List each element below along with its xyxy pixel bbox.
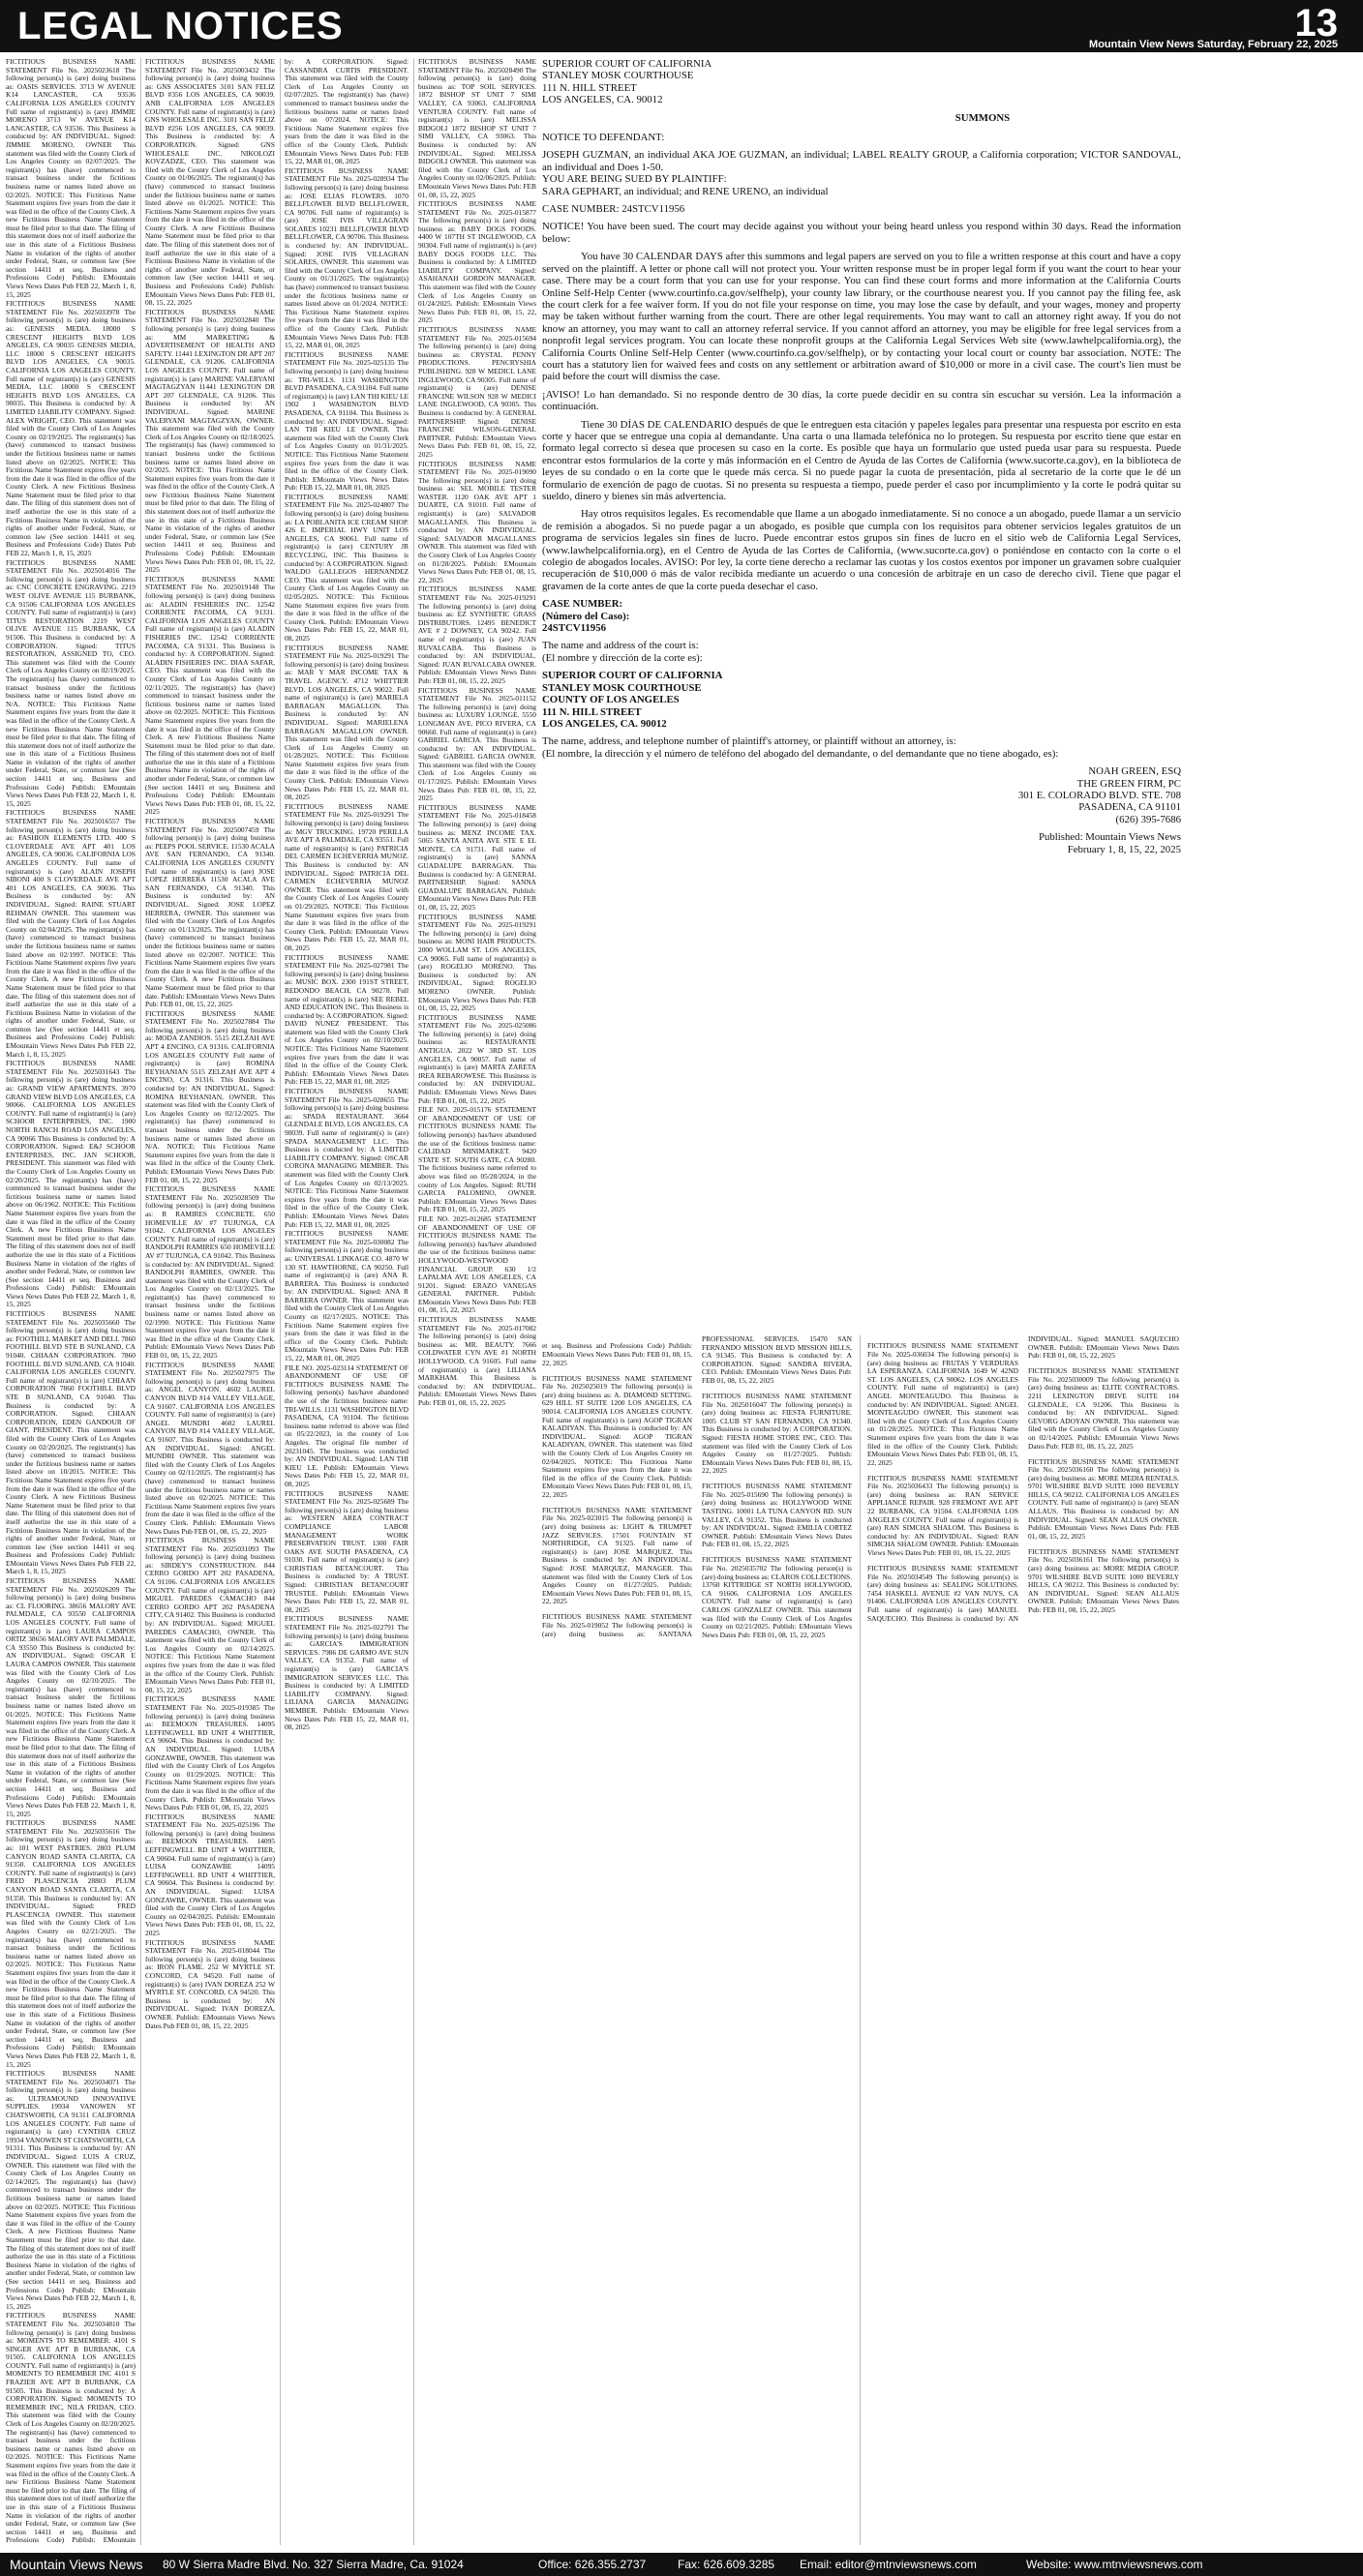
legal-notice: FICTITIOUS BUSINESS NAME STATEMENT File No. 2025-022791 The following person(s) is (are) doing business as: GARCIA'S IMMIGRATION SERVICES. 7986 DE GARMO AVE SUN VALLEY, CA 91352. Full name of registrant(s) is (are) GARCIA'S IMMIGRATION SERVICES LLC. This Business is conducted by: A LIMITED LIABILITY COMPANY. Signed: LILIANA GARCIA MANAGING MEMBER. Publish: EMountain Views News Dates Pub: FEB 15, 22, MAR 01, 08, 2025 [285,1614,409,1732]
attorney-line: 301 E. COLORADO BLVD. STE. 708 [1017,789,1181,801]
notices-area [6,58,1357,2545]
spanish-instructions-2: Hay otros requisitos legales. Es recomendable que llame a un abogado inmediatamente. Si no conoce a un abogado, puede llamar a un servicio de remisión a abogados. Si no puede pagar a un abogado, es posible que cumpla con los requisitos para obtener servicios legales gratuitos de un programa de servicios legales sin fines de lucro. Puede encontrar estos grupos sin fines de lucro en el sitio web de California Legal Services, (www.lawhelpcalifornia.org), en el Centro de Ayuda de las Cortes de California, (www.sucorte.ca.gov) o poniéndose en contacto con la corte o el colegio de abogados locales. AVISO: Por ley, la corte tiene derecho a reclamar las cuotas y los costos exentos por imponer un gravamen sobre cualquier recuperación de $10,000 ó más de valor recibida mediante un acuerdo o una concesión de arbitraje en un caso de derecho civil. Tiene que pagar el gravamen de la corte antes de que la corte pueda desechar el caso. [542,508,1181,592]
legal-notice: by: A CORPORATION. Signed: CASSANDRA CURTIS PRESIDENT. This statement was filed with the County Clerk of Los Angeles County on 02/07/2025. The registrant(s) has (have) commenced to transact business under the fictitious business name or names listed above on 07/2024. NOTICE: This Fictitious Name Statement expires five years from the date it was filed in the office of the County Clerk. Publish: EMountain Views News Dates Pub: FEB 15, 22, MAR 01, 08, 2025 [285,58,409,166]
legal-notice: FICTITIOUS BUSINESS NAME STATEMENT File No. 2025031093 The following person(s) is (are) doing business as: SIRDEY'S CONSTRUCTION. 844 CERRO GORDO APT 202 PASADENA, CA 91106. CALIFORNIA LOS ANGELES COUNTY. Full name of registrant(s) is (are) MIGUEL PAREDES CAMACHO 844 CERRO GORDO APT 202 PASADENA CITY, CA 91402. This Business is conducted by: AN INDIVIDUAL. Signed: MIGUEL PAREDES CAMACHO, OWNER. This statement was filed with the County Clerk of Los Angeles County on 02/14/2025. NOTICE: This Fictitious Name Statement expires five years from the date it was filed in the office of the County Clerk. Publish: EMountain Views News Dates Pub: FEB 01, 08, 15, 22, 2025 [145,1536,275,1694]
legal-notice: FICTITIOUS BUSINESS NAME STATEMENT File No. 2025-019291 The following person(s) is (are) doing business as: MONI HAIR PRODUCTS. 2000 WOLLAM ST. LOS ANGELES, CA 90065. Full name of registrant(s) is (are) ROGELIO MORENO. This Business is conducted by: AN INDIVIDUAL. Signed: ROGELIO MORENO OWNER. Publish: EMountain Views News Dates Pub: FEB 01, 08, 15, 22, 2025 [418,912,536,1013]
legal-notice: FICTITIOUS BUSINESS NAME STATEMENT File No. 2025014016 The following person(s) is (are) doing business as: CNC CONCRETE ENGRAVING. 2219 WEST OLIVE AVENUE 115 BURBANK, CA 91506 CALIFORNIA LOS ANGELES COUNTY. Full name of registrant(s) is (are) TITUS RESTORATION 2219 WEST OLIVE AVENUE 115 BURBANK, CA 91506. This Business is conducted by: A CORPORATION. Signed: TITUS RESTORATION, ASSIGNED TO, CEO. This statement was filed with the County Clerk of Los Angeles County on 02/19/2025. The registrant(s) has (have) commenced to transact business under the fictitious business name or names listed above on N/A. NOTICE: This Fictitious Name Statement expires five years from the date it was filed in the office of the County Clerk. A new Fictitious Business Name Statement must be filed prior to that date. The filing of this statement does not of itself authorize the use in this state of a Fictitious Business Name in violation of the rights of another under Federal, State, or common law (See section 14411 et seq. Business and Professions Code) Publish: EMountain Views News Dates Pub FEB 22, March 1, 8, 15, 2025 [6,557,136,808]
court-header [542,58,1181,106]
column-divider [413,58,414,2545]
attorney-line: NOAH GREEN, ESQ [1088,765,1181,778]
legal-notice: FICTITIOUS BUSINESS NAME STATEMENT File No. 2025-015694 The following person(s) is (are) doing business as: CRYSTAL PENNY PRODUCTIONS. PENCRYSHIA PUBLISHING. 928 W MEDICL LANE INGLEWOOD, CA 90305. Full name of registrant(s) is (are) DENISE FRANCINE WILSON 928 W MEDICI LANE INGLEWOOD, CA 90305. This Business is conducted by: A GENERAL PARTNERSHIP. Signed: DENISE FRANCINE WILSON-GENERAL PARTNER. Publish: EMountain Views News Dates Pub: FEB 01, 08, 15, 22, 2025 [418,325,536,459]
court-address-block [542,670,1181,730]
court-address-line: 111 N. HILL STREET [542,705,642,718]
legal-notice: FICTITIOUS BUSINESS NAME STATEMENT File No. 2025033978 The following person(s) is (are) doing business as: GENESIS MEDIA. 18000 S CRESCENT HEIGHTS BLVD LOS ANGELES, CA 90035 GENESIS MEDIA, LLC 18000 S CRESCENT HEIGHTS BLVD LOS ANGELES, CA 90035. CALIFORNIA LOS ANGELES COUNTY. Full name of registrant(s) is (are) GENESIS MEDIA, LLC 18000 S CRESCENT HEIGHTS BLVD LOS ANGELES, CA 90035. This Business is conducted by: A LIMITED LIABILITY COMPANY. Signed: ALEX WRIGHT, CEO. This statement was filed with the County Clerk of Los Angeles County on 02/19/2025. The registrant(s) has (have) commenced to transact business under the fictitious business name or names listed above on 02/2025. NOTICE: This Fictitious Name Statement expires five years from the date it was filed in the office of the County Clerk. A new Fictitious Business Name Statement must be filed prior to that date. The filing of this statement does not of itself authorize the use in this state of a Fictitious Business Name in violation of the rights of another under Federal, State, or common law (See section 14411 et seq. Business and Professions Code) Dates Pub FEB 22, March 1, 8, 15, 2025 [6,299,136,558]
legal-notice: FICTITIOUS BUSINESS NAME STATEMENT File No. 2025016557 The following person(s) is (are) doing business as: FASHION ELEMENTS LTD. 400 S CLOVERDALE AVE APT 401 LOS ANGELES, CA 90036. CALIFORNIA LOS ANGELES COUNTY. Full name of registrant(s) is (are) ALAIN JOSEPH SIBONI 400 S CLOVERDALE AVE APT 401 LOS ANGELES, CA 90036. This Business is conducted by: AN INDIVIDUAL. Signed: RAINE STUART REHMAN OWNER. This statement was filed with the County Clerk of Los Angeles County on 02/04/2025. The registrant(s) has (have) commenced to transact business under the fictitious business name or names listed above on 02/1997. NOTICE: This Fictitious Name Statement expires five years from the date it was filed in the office of the County Clerk. A new Fictitious Business Name Statement must be filed prior to that date. The filing of this statement does not of itself authorize the use in this state of a Fictitious Business Name in violation of the rights of another under Federal, State, or common law (See section 14411 et seq. Business and Professions Code) Publish: EMountain Views News Dates Pub FEB 22, March 1, 8, 15, 2025 [6,808,136,1059]
legal-notice: FICTITIOUS BUSINESS NAME STATEMENT File No. 2025036161 The following person(s) is (are) doing business as: MORE MEDIA GROUP. 9701 WILSHIRE BLVD SUITE 1000 BEVERLY HILLS, CA 90212. This Business is conducted by: AN INDIVIDUAL. Signed: SEAN ALLAUS OWNER. Publish: EMountain Views News Dates Pub: FEB 01, 08, 15, 22, 2025 [1028,1546,1179,1614]
footer-fax: Fax: 626.609.3285 [678,2558,775,2571]
court-line: 111 N. HILL STREET [542,81,637,94]
section-title: LEGAL NOTICES [17,5,344,47]
legal-notice: et seq. Business and Professions Code) Publish: EMountain Views News Dates Pub: FEB 01, 08, 15, 22, 2025 [542,1341,692,1367]
legal-notice: FICTITIOUS BUSINESS NAME STATEMENT File No. 2025025019 The following person(s) is (are) doing business as: A. DIAMOND SETTING. 629 HILL ST SUITE 1200 LOS ANGELES, CA 90014. CALIFORNIA LOS ANGELES COUNTY. Full name of registrant(s) is (are) AGOP TIGRAN KALADIYAN. This Business is conducted by: AN INDIVIDUAL. Signed: AGOP TIGRAN KALADIYAN, OWNER. This statement was filed with the County Clerk of Los Angeles County on 02/04/2025. NOTICE: This Fictitious Name Statement expires five years from the date it was filed in the office of the County Clerk. Publish: EMountain Views News Dates Pub: FEB 01, 08, 15, 22, 2025 [542,1373,692,1499]
legal-notice: FICTITIOUS BUSINESS NAME STATEMENT File No. 2025-025086 The following person(s) is (are) doing business as: RESTAURANTE ANTIGUA. 2022 W 3RD ST. LOS ANGELES, CA 90057. Full name of registrant(s) is (are) MARTA ZARETA IREA REBAROWESE. This Business is conducted by: AN INDIVIDUAL. Publish: EMountain Views News Dates Pub: FEB 01, 08, 15, 22, 2025 [418,1012,536,1105]
footer-email[interactable]: Email: editor@mtnviewsnews.com [800,2558,977,2571]
legal-notice: FICTITIOUS BUSINESS NAME STATEMENT File No. 2025026209 The following person(s) is (are) doing business as: CL FLOORING. 38656 MALORY AVE PALMDALE, CA 93550 CALIFORNIA LOS ANGELES COUNTY. Full name of registrant(s) is (are) LAURA CAMPOS ORTIZ 38656 MALORY AVE PALMDALE, CA 93550 This Business is conducted by: AN INDIVIDUAL. Signed: OSCAR E LAURA CAMPOS OWNER. This statement was filed with the County Clerk of Los Angeles County on 02/10/2025. The registrant(s) has (have) commenced to transact business under the fictitious business name or names listed above on 01/2025. NOTICE: This Fictitious Name Statement expires five years from the date it was filed in the office of the County Clerk. A new Fictitious Business Name Statement must be filed prior to that date. The filing of this statement does not of itself authorize the use in this state of a Fictitious Business Name in violation of the rights of another under Federal, State, or common law (See section 14411 et seq. Business and Professions Code) Publish: EMountain Views News Dates Pub FEB 22, March 1, 8, 15, 2025 [6,1576,136,1818]
court-line: SUPERIOR COURT OF CALIFORNIA [542,58,712,70]
legal-notice: FICTITIOUS BUSINESS NAME STATEMENT File No. 2025-018458 The following person(s) is (are) doing business as: MENZ INCOME TAX. 5065 SANTA ANITA AVE STE E EL MONTE, CA 91731. Full name of registrant(s) is (are) SANNA GUADALUPE BARRAGAN. This Business is conducted by: A GENERAL PARTNERSHIP. Signed: SANNA GUADALUPE BARRAGAN. Publish: EMountain Views News Dates Pub: FEB 01, 08, 15, 22, 2025 [418,802,536,912]
legal-notice: FICTITIOUS BUSINESS NAME STATEMENT File No. 2025035616 The following person(s) is (are) doing business as: 101 WEST PASTRIES. 2803 PLUM CANYON ROAD SANTA CLARITA, CA 91350. CALIFORNIA LOS ANGELES COUNTY. Full name of registrant(s) is (are) FRED PLASCENCIA 28803 PLUM CANYON ROAD SANTA CLARITA, CA 91350. This Business is conducted by: AN INDIVIDUAL. Signed: FRED PLASCENCIA OWNER. This statement was filed with the County Clerk of Los Angeles County on 02/21/2025. The registrant(s) has (have) commenced to transact business under the fictitious business name or names listed above on 02/2025. NOTICE: This Fictitious Name Statement expires five years from the date it was filed in the office of the County Clerk. A new Fictitious Business Name Statement must be filed prior to that date. The filing of this statement does not of itself authorize the use in this state of a Fictitious Business Name in violation of the rights of another under Federal, State, or common law (See section 14411 et seq. Business and Professions Code) Publish: EMountain Views News Dates Pub FEB 22, March 1, 8, 15, 2025 [6,1818,136,2069]
legal-notice: FICTITIOUS BUSINESS NAME STATEMENT File No. 2025-019291 The following person(s) is (are) doing business as: MGV TRUCKING. 19720 PERILLA AVE APT A PALMDALE, CA 93551. Full name of registrant(s) is (are) PATRICIA DEL CARMEN ECHEVERRIA MUNOZ. This Business is conducted by: AN INDIVIDUAL. Signed: PATRICIA DEL CARMEN ECHEVERRIA MUNOZ OWNER. This statement was filed with the County Clerk of Los Angeles County on 01/29/2025. NOTICE: This Fictitious Name Statement expires five years from the date it was filed in the office of the County Clerk. Publish: EMountain Views News Dates Pub: FEB 15, 22, MAR 01, 08, 2025 [285,801,409,952]
defendants: JOSEPH GUZMAN, an individual AKA JOE GUZMAN, an individual; LABEL REALTY GROUP, a California corporation; VICTOR SANDOVAL, an individual and Does 1-50. [542,149,1181,173]
published-dates: February 1, 8, 15, 22, 2025 [1067,843,1181,855]
published-line: Published: Mountain Views News [1038,831,1181,844]
legal-notice: FICTITIOUS BUSINESS NAME STATEMENT File No. 2025-019291 The following person(s) is (are) doing business as: MAR Y MAR INCOME TAX & TRAVEL AGENCY. 4712 WHITTIER BLVD. LOS ANGELES, CA 90022. Full name of registrant(s) is (are) MARIELA BARRAGAN MAGALLON. This Business is conducted by: AN INDIVIDUAL. Signed: MARIELENA BARRAGAN MAGALLON OWNER. This statement was filed with the County Clerk of Los Angeles County on 01/28/2025. NOTICE: This Fictitious Name Statement expires five years from the date it was filed in the office of the County Clerk. Publish: EMountain Views News Dates Pub: FEB 15, 22, MAR 01, 08, 2025 [285,643,409,802]
legal-notice: FICTITIOUS BUSINESS NAME STATEMENT File No. 2025031643 The following person(s) is (are) doing business as: GRAND VIEW APARTMENTS. 3970 GRAND VIEW BLVD LOS ANGELES, CA 90066. CALIFORNIA LOS ANGELES COUNTY. Full name of registrant(s) is (are) SCHOOR ENTERPRISES, INC. 1900 NORTH RANCH ROAD LOS ANGELES, CA 90066 This Business is conducted by: A CORPORATION. Signed: E&J SCHOOR ENTERPRISES, INC. JAN SCHOOR, PRESIDENT. This statement was filed with the County Clerk of Los Angeles County on 02/20/2025. The registrant(s) has (have) commenced to transact business under the fictitious business name or names listed above on 06/1962. NOTICE: This Fictitious Name Statement expires five years from the date it was filed in the office of the County Clerk. A new Fictitious Business Name Statement must be filed prior to that date. The filing of this statement does not of itself authorize the use in this state of a Fictitious Business Name in violation of the rights of another under Federal, State, or common law (See section 14411 et seq. Business and Professions Code) Publish: EMountain Views News Dates Pub FEB 22, March 1, 8, 15, 2025 [6,1059,136,1309]
legal-notice: FICTITIOUS BUSINESS NAME STATEMENT File No. 2025-017082 The following person(s) is (are) doing business as: MR. BEAUTY. 7666 COLDWATER CYN AVE #1 NORTH HOLLYWOOD, CA 91605. Full name of registrant(s) is (are) LILIANA MARKHAM. This Business is conducted by: AN INDIVIDUAL. Publish: EMountain Views News Dates Pub: FEB 01, 08, 15, 22, 2025 [418,1315,536,1407]
notice-column-2 [145,58,275,2545]
case-number-line: CASE NUMBER: 24STCV11956 [542,203,685,216]
court-address-line: COUNTY OF LOS ANGELES [542,694,680,706]
legal-notice: FICTITIOUS BUSINESS NAME STATEMENT File No. 2025-028655 The following person(s) is (are) doing business as: SPADA RESTAURANT. 3664 GLENDALE BLVD, LOS ANGELES, CA 90039. Full name of registrant(s) is (are) SPADA MANAGEMENT LLC. This Business is conducted by: A LIMITED LIABILITY COMPANY. Signed: OSCAR CORONA MANAGING MEMBER. This statement was filed with the County Clerk of Los Angeles County on 02/13/2025. NOTICE: This Fictitious Name Statement expires five years from the date it was filed in the office of the County Clerk. Publish: EMountain Views News Dates Pub: FEB 15, 22, MAR 01, 08, 2025 [285,1087,409,1229]
legal-notice: FICTITIOUS BUSINESS NAME STATEMENT File No. 2025019148 The following person(s) is (are) doing business as: ALADIN FISHERIES INC. 12542 CORRIENTE PACOIMA, CA 91331. CALIFORNIA LOS ANGELES COUNTY Full name of registrant(s) is (are) ALADIN FISHERIES INC. 12542 CORRIENTE PACOIMA, CA 91331. This Business is conducted by: A CORPORATION. Signed: ALADIN FISHERIES INC. DIAA SAFAR, CEO. This statement was filed with the County Clerk of Los Angeles County on 02/11/2025. The registrant(s) has (have) commenced to transact business under the fictitious business name or names listed above on 02/2025. NOTICE: This Fictitious Name Statement expires five years from the date it was filed in the office of the County Clerk. A new Fictitious Business Name Statement must be filed prior to that date. The filing of this statement does not of itself authorize the use in this state of a Fictitious Business Name in violation of the rights of another under Federal, State, or common law (See section 14411 et seq. Business and Professions Code) Publish: EMountain Views News Dates Pub: FEB 01, 08, 15, 22, 2025 [145,574,275,817]
court-name-label: The name and address of the court is: [542,640,699,652]
legal-notice: FICTITIOUS BUSINESS NAME STATEMENT File No. 2025032840 The following person(s) is (are) doing business as: MM MARKETING & ADVERTISEMENT OF HEALTH AND SAFETY. 11441 LEXINGTON DR APT 207 GLENDALE, CA 91206. CALIFORNIA LOS ANGELES COUNTY. Full name of registrant(s) is (are) MARINE VALERYANI MAGTAGZYAN 11441 LEXINGTON DR APT 207 GLENDALE, CA 91206. This Business is conducted by: AN INDIVIDUAL. Signed: MARINE VALERYANI MAGTAGZYAN, OWNER. This statement was filed with the County Clerk of Los Angeles County on 02/18/2025. The registrant(s) has (have) commenced to transact business under the fictitious business name or names listed above on 02/2025. NOTICE: This Fictitious Name Statement expires five years from the date it was filed in the office of the County Clerk. A new Fictitious Business Name Statement must be filed prior to that date. The filing of this statement does not of itself authorize the use in this state of a Fictitious Business Name in violation of the rights of another under Federal, State, or common law (See section 14411 et seq. Business and Professions Code) Publish: EMountain Views News Dates Pub: FEB 01, 08, 15, 22, 2025 [145,307,275,575]
legal-notice: FICTITIOUS BUSINESS NAME STATEMENT File No. 2025027884 The following person(s) is (are) doing business as: MODA ZANDIOS. 5515 ZELZAH AVE APT 4 ENCINO, CA 91316. CALIFORNIA LOS ANGELES COUNTY Full name of registrant(s) is (are) ROMINA REYHANIAN 5515 ZELZAH AVE APT 4 ENCINO, CA 91316. This Business is conducted by: AN INDIVIDUAL. Signed: ROMINA REYHANIAN, OWNER. This statement was filed with the County Clerk of Los Angeles County on 02/12/2025. The registrant(s) has (have) commenced to transact business under the fictitious business name or names listed above on N/A. NOTICE: This Fictitious Name Statement expires five years from the date it was filed in the office of the County Clerk. Publish: EMountain Views News Dates Pub: FEB 01, 08, 15, 22, 2025 [145,1008,275,1184]
legal-notice: FICTITIOUS BUSINESS NAME STATEMENT File No. 2025-025196 The following person(s) is (are) doing business as: BEEMOON TREASURES. 14095 LEFFINGWELL RD UNIT 4 WHITTIER, CA 90604. Full name of registrant(s) is (are) LUISA GONZAWBE 14095 LEFFINGWELL RD UNIT 4 WHITTIER, CA 90604. This Business is conducted by: AN INDIVIDUAL. Signed: LUISA GONZAWBE, OWNER. This statement was filed with the County Clerk of Los Angeles County on 02/04/2025. Publish: EMountain Views News Dates Pub: FEB 01, 08, 15, 22, 2025 [145,1812,275,1937]
notice-column-4 [418,58,536,2545]
case-number-label-es: (Número del Caso): [542,610,630,622]
legal-notice: FICTITIOUS BUSINESS NAME STATEMENT File No. 2025-036034 The following person(s) is (are) doing business as: FRUTAS Y VERDURAS LA ESPERANZA. CALIFORNIA 1649 W 42ND ST. LOS ANGELES, CA 90062. LOS ANGELES COUNTY. Full name of registrant(s) is (are) ANGEL MONTEAGUDO. This Business is conducted by: AN INDIVIDUAL. Signed: ANGEL MONTEAGUDO OWNER. This statement was filed with the County Clerk of Los Angeles County on 01/28/2025. NOTICE: This Fictitious Name Statement expires five years from the date it was filed in the office of the County Clerk. Publish: EMountain Views News Dates Pub: FEB 01, 08, 15, 22, 2025 [867,1341,1018,1467]
legal-notice: FICTITIOUS BUSINESS NAME STATEMENT File No. 2025034549 The following person(s) is (are) doing business as: SEALING SOLUTIONS. 7454 HASKELL AVENUE #2 VAN NUYS, CA 91406. CALIFORNIA LOS ANGELES COUNTY. Full name of registrant(s) is (are) MANUEL SAQUECHO. This Business is conducted by: AN INDIVIDUAL. Signed: MANUEL SAQUECHO OWNER. Publish: EMountain Views News Dates Pub: FEB 01, 08, 15, 22, 2025 [867,1335,1179,1623]
legal-notice: FICTITIOUS BUSINESS NAME STATEMENT File No. 2025023618 The following person(s) is (are) doing business as: OASIS SERVICES. 3713 W AVENUE K14 LANCASTER, CA 93536 CALIFORNIA LOS ANGELES COUNTY Full name of registrant(s) is (are) JIMMIE MORENO 3713 W AVENUE K14 LANCASTER, CA 93536. This Business is conducted by: AN INDIVIDUAL. Signed: JIMMIE MORENO, OWNER This statement was filed with the County Clerk of Los Angeles County on 02/07/2025. The registrant(s) has (have) commenced to transact business under the fictitious business name or names listed above on 02/2025. NOTICE: This Fictitious Name Statement expires five years from the date it was filed in the office of the County Clerk. A new Fictitious Business Name Statement must be filed prior to that date. The filing of this statement does not of itself authorize the use in this state of a Fictitious Business Name in violation of the rights of another under Federal, State, or common law (See section 14411 et seq. Business and Professions Code) Publish: EMountain Views News Dates Pub FEB 22, March 1, 8, 15, 2025 [6,58,136,299]
legal-notice: FICTITIOUS BUSINESS NAME STATEMENT File No. 2025-015877 The following person(s) is (are) doing business as: BABY DOGS FOODS. 4400 W 107TH ST INGLEWOOD, CA 90304. Full name of registrant(s) is (are) BABY DOGS FOODS LLC. This Business is conducted by: A LIMITED LIABILITY COMPANY. Signed: ASAHANAH GORDON MANAGER. This statement was filed with the County Clerk of Los Angeles County on 01/24/2025. Publish: EMountain Views News Dates Pub: FEB 01, 08, 15, 22, 2025 [418,199,536,325]
notice-column-lower-2 [867,1335,1179,2545]
legal-notice: FICTITIOUS BUSINESS NAME STATEMENT File No. 2025-019385 The following person(s) is (are) doing business as: BEEMOON TREASURES. 14095 LEFFINGWELL RD UNIT 4 WHITTIER, CA 90604. This Business is conducted by: AN INDIVIDUAL. Signed: LUISA GONZAWBE, OWNER. This statement was filed with the County Clerk of Los Angeles County on 01/29/2025. NOTICE: This Fictitious Name Statement expires five years from the date it was filed in the office of the County Clerk. Publish: EMountain Views News Dates Pub: FEB 01, 08, 15, 22, 2025 [145,1694,275,1812]
footer-website[interactable]: Website: www.mtnviewsnews.com [1026,2558,1203,2571]
column-divider [860,1335,861,2545]
plaintiff-label: YOU ARE BEING SUED BY PLAINTIFF: [542,173,727,186]
legal-notice: FICTITIOUS BUSINESS NAME STATEMENT File No. 2025003432 The following person(s) is (are) doing business as: GNS ASSOCIATES 3101 SAN FELIZ BLVD #356 LOS ANGELES, CA 90039. ANB CALIFORNIA LOS ANGELES COUNTY. Full name of registrant(s) is (are) GNS WHOLESALE INC. 3101 SAN FELIZ BLVD #256 LOS ANGELES, CA 90039. This Business is conducted by: A CORPORATION. Signed: GNS WHOLESALE INC. NIKOLOZI KOVZADZE, CEO. This statement was filed with the County Clerk of Los Angeles County on 01/06/2025. The registrant(s) has (have) commenced to transact business under the fictitious business name or names listed above on 01/2025. NOTICE: This Fictitious Name Statement expires five years from the date it was filed in the office of the County Clerk. A new Fictitious Business Name Statement must be filed prior to that date. The filing of this statement does not of itself authorize the use in this state of a Fictitious Business Name in violation of the rights of another under Federal, State, or common law (See section 14411 et seq. Business and Professions Code) Publish: EMountain Views News Dates Pub: FEB 01, 08, 15, 22, 2025 [145,58,275,308]
attorney-line: PASADENA, CA 91101 [1078,801,1181,814]
legal-notice: FICTITIOUS BUSINESS NAME STATEMENT File No. 2025028490 The following person(s) is (are) doing business as: TOP SOIL SERVICES. 1872 BISHOP ST UNIT 7 SIMI VALLEY, CA 93063. CALIFORNIA VENTURA COUNTY. Full name of registrant(s) is (are) MELISSA BIDGOLI 1872 BISHOP ST UNIT 7 SIMI VALLEY, CA 93063. This Business is conducted by: AN INDIVIDUAL. Signed: MELISSA BIDGOLI OWNER. This statement was filed with the County Clerk of Los Angeles County on 02/06/2025. Publish: EMountain Views News Dates Pub: FEB 01, 08, 15, 22, 2025 [418,58,536,199]
legal-notice: FICTITIOUS BUSINESS NAME STATEMENT File No. 2025-028934 The following person(s) is (are) doing business as: JOSE ELIAS FLOWERS. 1070 BELLFLOWER BLVD BELLFLOWER, CA 90706. Full name of registrant(s) is (are) JOSE IVIS VILLAGRAN SOLARES 10231 BELLFLOWER BLVD BELLFLOWER, CA 90706. This Business is conducted by: AN INDIVIDUAL. Signed: JOSE IVIS VILLAGRAN SOLARES, OWNER. This statement was filed with the County Clerk of Los Angeles County on 01/31/2025. The registrant(s) has (have) commenced to transact business under the fictitious business name or names listed above on 01/2024. NOTICE: This Fictitious Name Statement expires five years from the date it was filed in the office of the County Clerk. Publish: EMountain Views News Dates Pub: FEB 15, 22, MAR 01, 08, 2025 [285,165,409,350]
court-line: LOS ANGELES, CA. 90012 [542,94,663,106]
legal-notice: FICTITIOUS BUSINESS NAME STATEMENT File No. 2025034810 The following person(s) is (are) doing business as: MOMENTS TO REMEMBER. 4101 S SINGER AVE APT B BURBANK, CA 91505. CALIFORNIA LOS ANGELES COUNTY. Full name of registrant(s) is (are) MOMENTS TO REMEMBER INC 4101 S FRAZIER AVE APT B BURBANK, CA 91505. This Business is conducted by: A CORPORATION. Signed: MOMENTS TO REMEMBER INC, NILA FRIDAN, CEO. This statement was filed with the County Clerk of Los Angeles County on 02/20/2025. The registrant(s) has (have) commenced to transact business under the fictitious business name or names listed above on 02/2025. NOTICE: This Fictitious Name Statement expires five years from the date it was filed in the office of the County Clerk. A new Fictitious Business Name Statement must be filed prior to that date. The filing of this statement does not of itself authorize the use in this state of a Fictitious Business Name in violation of the rights of another under Federal, State, or common law (See section 14411 et seq. Business and Professions Code) Publish: EMountain [6,2311,136,2545]
notice-to-defendant-label: NOTICE TO DEFENDANT: [542,132,665,144]
legal-notice: FICTITIOUS BUSINESS NAME STATEMENT File No. 2025036160 The following person(s) is (are) doing business as: MORE MEDIA RENTALS. 9701 WILSHIRE BLVD SUITE 1000 BEVERLY HILLS, CA 90212. CALIFORNIA LOS ANGELES COUNTY. Full name of registrant(s) is (are) SEAN ALLAUS. This Business is conducted by: AN INDIVIDUAL. Signed: SEAN ALLAUS OWNER. Publish: EMountain Views News Dates Pub: FEB 01, 08, 15, 22, 2025 [1028,1456,1179,1541]
legal-notice: FICTITIOUS BUSINESS NAME STATEMENT File No. 2025036433 The following person(s) is (are) doing business as: RAN SERVICE APPLIANCE REPAIR. 928 FREMONT AVE APT 22 BURBANK, CA 91504. CALIFORNIA LOS ANGELES COUNTY. Full name of registrant(s) is (are) RAN SIMCHA SHALOM. This Business is conducted by: AN INDIVIDUAL. Signed: RAN SIMCHA SHALOM OWNER. Publish: EMountain Views News Dates Pub: FEB 01, 08, 15, 22, 2025 [867,1473,1018,1558]
court-address-line: SUPERIOR COURT OF CALIFORNIA [542,670,723,682]
legal-notice: FICTITIOUS BUSINESS NAME STATEMENT File No. 2025-011152 The following person(s) is (are) doing business as: LUXURY LOUNGE. 5550 LONGMAN AVE. PICO RIVERA, CA 90660. Full name of registrant(s) is (are) GABRIEL GARCIA. This Business is conducted by: AN INDIVIDUAL. Signed: GABRIEL GARCIA OWNER. This statement was filed with the County Clerk of Los Angeles County on 01/17/2025. Publish: EMountain Views News Dates Pub: FEB 01, 08, 15, 22, 2025 [418,685,536,803]
legal-notice: FICTITIOUS BUSINESS NAME STATEMENT File No. 2025-025135 The following person(s) is (are) doing business as: TRI-WILLS. 1131 WASHINGTON BLVD PASADENA, CA 91104. Full name of registrant(s) is (are) LAN THI KIEU LE 1902 1 WASHINGTON BLVD PASADENA, CA 91104. This Business is conducted by: AN INDIVIDUAL. Signed: LAN THI KIEU LE OWNER. This statement was filed with the County Clerk of Los Angeles County on 01/31/2025. NOTICE: This Fictitious Name Statement expires five years from the date it was filed in the office of the County Clerk. Publish: EMountain Views News Dates Pub: FEB 15, 22, MAR 01, 08, 2025 [285,349,409,493]
english-instructions: You have 30 CALENDAR DAYS after this summons and legal papers are served on you to file a written response at this court and have a copy served on the plaintiff. A letter or phone call will not protect you. Your written response must be in proper legal form if you want the court to hear your case. There may be a court form that you can use for your response. You can find these court forms and more information at the California Courts Online Self-Help Center (www.courtinfo.ca.gov/selfhelp), your county law library, or the courthouse nearest you. If you cannot pay the filing fee, ask the court clerk for a fee waiver form. If you do not file your response on time, you may lose the case by default, and your wages, money and property may be taken without further warning from the court. There are other legal requirements. You may want to call an attorney right away. If you do not know an attorney, you may want to call an attorney referral service. If you cannot afford an attorney, you may be eligible for free legal services from a nonprofit legal services program. You can locate these nonprofit groups at the California Legal Services Web site (www.lawhelpcalifornia.org), the California Courts Online Self-Help Center (www.courtinfo.ca.gov/selfhelp), or by contacting your local court or county bar association. NOTE: The court has a statutory lien for waived fees and costs on any settlement or arbitration award of $10,000 or more in a civil case. The court's lien must be paid before the court will dismiss the case. [542,251,1181,383]
legal-notice: FICTITIOUS BUSINESS NAME STATEMENT File No. 2025034071 The following person(s) is (are) doing business as: ULTRAMOUND INNOVATIVE SUPPLIES. 19934 VANOWEN ST CHATSWORTH, CA 91311 CALIFORNIA LOS ANGELES COUNTY. Full name of registrant(s) is (are) CYNTHIA CRUZ 19934 VANOWEN ST CHATSWORTH, CA 91311. This Business is conducted by: AN INDIVIDUAL. Signed: LUIS A CRUZ, OWNER. This statement was filed with the County Clerk of Los Angeles County on 02/14/2025. The registrant(s) has (have) commenced to transact business under the fictitious business name or names listed above on 02/2025. NOTICE: This Fictitious Name Statement expires five years from the date it was filed in the office of the County Clerk. A new Fictitious Business Name Statement must be filed prior to that date. The filing of this statement does not of itself authorize the use in this state of a Fictitious Business Name in violation of the rights of another under Federal, State, or common law (See section 14411 et seq. Business and Professions Code) Publish: EMountain Views News Dates Pub FEB 22, March 1, 8, 15, 2025 [6,2069,136,2311]
legal-notice: FICTITIOUS BUSINESS NAME STATEMENT File No. 2025035702 The following person(s) is (are) doing business as: CLAROS COLLECTIONS. 13760 KITTRIDGE ST NORTH HOLLYWOOD, CA 91606. CALIFORNIA LOS ANGELES COUNTY. Full name of registrant(s) is (are) CARLOS GONZALEZ OWNER. This statement was filed with the County Clerk of Los Angeles County on 02/21/2025. Publish: EMountain Views News Dates Pub: FEB 01, 08, 15, 22, 2025 [702,1555,852,1639]
legal-notice: FILE NO. 2025-023114 STATEMENT OF ABANDONMENT OF USE OF FICTITIOUS BUSINESS NAME The following person(s) has/have abandoned the use of the fictitious business name: TRI-WILLS. 1131 WASHINGTON BLVD PASADENA, CA 91104. The fictitious business name referred to above was filed on 05/22/2023, in the county of Los Angeles. The original file number of 20231045. The business was conducted by: AN INDIVIDUAL. Signed: LAN THI KIEU LE. Publish: EMountain Views News Dates Pub: FEB 15, 22, MAR 01, 08, 2025 [285,1363,409,1488]
legal-notice: FICTITIOUS BUSINESS NAME STATEMENT File No. 2025035660 The following person(s) is (are) doing business as: FOOTHILL MARKET AND DELI. 7860 FOOTHILL BLVD STE B SUNLAND, CA 91040. CHIAAN CORPORATION. 7860 FOOTHILL BLVD SUNLAND, CA 91040. CALIFORNIA LOS ANGELES COUNTY. Full name of registrant(s) is (are) CHIAAN CORPORATION 7860 FOOTHILL BLVD STE B SUNLAND, CA 91040. This Business is conducted by: A CORPORATION. Signed: CHIAAN CORPORATION, EDEN GANDOUR OF GIANT, PRESIDENT. This statement was filed with the County Clerk of Los Angeles County on 02/20/2025. The registrant(s) has (have) commenced to transact business under the fictitious business name or names listed above on 10/2015. NOTICE: This Fictitious Name Statement expires five years from the date it was filed in the office of the County Clerk. A new Fictitious Business Name Statement must be filed prior to that date. The filing of this statement does not of itself authorize the use in this state of a Fictitious Business Name in violation of the rights of another under Federal, State, or common law (See section 14411 et seq. Business and Professions Code) Publish: EMountain Views News Dates Pub FEB 22, March 1, 8, 15, 2025 [6,1309,136,1576]
summons-heading: SUMMONS [954,111,1011,124]
court-name-label-es: (El nombre y dirección de la corte es): [542,651,703,664]
attorney-line: (626) 395-7686 [1115,813,1181,825]
column-divider [140,58,141,2545]
plaintiff: SARA GEPHART, an individual; and RENE URENO, an individual [542,185,829,197]
court-address-line: LOS ANGELES, CA. 90012 [542,717,667,730]
spanish-intro: ¡AVISO! Lo han demandado. Si no responde dentro de 30 días, la corte puede decidir en su contra sin escuchar su versión. Lea la información a continuación. [542,388,1181,413]
footer-address: 80 W Sierra Madre Blvd. No. 327 Sierra Madre, Ca. 91024 [163,2558,464,2571]
page-number: 13 [1294,2,1338,45]
notice-paragraph: NOTICE! You have been sued. The court may decide against you without your being heard unless you respond within 30 days. Read the information below: [542,221,1181,245]
footer-paper-name: Mountain Views News [10,2557,143,2572]
legal-notice: FICTITIOUS BUSINESS NAME STATEMENT File No. 2025-019090 The following person(s) is (are) doing business as: SEL MOBILE TESTER WASTER. 1120 OAK AVE APT 1 DUARTE, CA 91010. Full name of registrant(s) is (are) SALVADOR MAGALLANES. This Business is conducted by: AN INDIVIDUAL. Signed: SALVADOR MAGALLANES OWNER. This statement was filed with the County Clerk of Los Angeles County on 01/28/2025. Publish: EMountain Views News Dates Pub: FEB 01, 08, 15, 22, 2025 [418,459,536,584]
notice-column-3 [285,58,409,2545]
legal-notice: FICTITIOUS BUSINESS NAME STATEMENT File No. 2025-023015 The following person(s) is (are) doing business as: LIGHT & TRUMPET JAZZ SERVICES. 17501 FOUNTAIN ST NORTHRIDGE, CA 91325. Full name of registrant(s) is (are) JOSE MARQUEZ. This Business is conducted by: AN INDIVIDUAL. Signed: JOSE MARQUEZ, MANAGER. This statement was filed with the County Clerk of Los Angeles County on 01/27/2025. Publish: EMountain Views News Dates Pub: FEB 01, 08, 15, 22, 2025 [542,1505,692,1606]
court-line: STANLEY MOSK COURTHOUSE [542,70,694,82]
attorney-label-es: (El nombre, la dirección y el número de teléfono del abogado del demandante, o del demandante que no tiene abogado, es): [542,747,1059,760]
legal-notice: FICTITIOUS BUSINESS NAME STATEMENT File No. 2025-024807 The following person(s) is (are) doing business as: LA POBLANITA ICE CREAM SHOP. 426 E. IMPERIAL HWY UNIT LOS ANGELES, CA 90061. Full name of registrant(s) is (are) CENTURY JR RECYCLING, INC. This Business is conducted by: A CORPORATION. Signed: WALDO GALLEGOS HERNANDEZ CEO. This statement was filed with the County Clerk of Los Angeles County on 02/05/2025. NOTICE: This Fictitious Name Statement expires five years from the date it was filed in the office of the County Clerk. Publish: EMountain Views News Dates Pub: FEB 15, 22, MAR 01, 08, 2025 [285,492,409,643]
legal-notice: FICTITIOUS BUSINESS NAME STATEMENT File No. 2025-027981 The following person(s) is (are) doing business as: MUSIC BOX. 2300 191ST STREET, REDONDO BEACH, CA 90278. Full name of registrant(s) is (are) SEE REBEL AND EDUCATION INC. This Business is conducted by: A CORPORATION. Signed: DAVID NUNEZ PRESIDENT. This statement was filed with the County Clerk of Los Angeles County on 02/10/2025. NOTICE: This Fictitious Name Statement expires five years from the date it was filed in the office of the County Clerk. Publish: EMountain Views News Dates Pub: FEB 15, 22, MAR 01, 08, 2025 [285,952,409,1087]
legal-notice: FICTITIOUS BUSINESS NAME STATEMENT File No. 2025007459 The following person(s) is (are) doing business as: PEEPS POOL SERVICE. 11530 ACALA AVE SAN FERNANDO, CA 91340. CALIFORNIA LOS ANGELES COUNTY Full name of registrant(s) is (are) JOSE LOPEZ HERRERA 11530 ACALA AVE SAN FERNANDO, CA 91340. This Business is conducted by: AN INDIVIDUAL. Signed: JOSE LOPEZ HERRERA, OWNER. This statement was filed with the County Clerk of Los Angeles County on 01/13/2025. The registrant(s) has (have) commenced to transact business under the fictitious business name or names listed above on 02/2007. NOTICE: This Fictitious Name Statement expires five years from the date it was filed in the office of the County Clerk. A new Fictitious Business Name Statement must be filed prior to that date. Publish: EMountain Views News Dates Pub: FEB 01, 08, 15, 22, 2025 [145,817,275,1009]
case-number: 24STCV11956 [542,622,606,635]
attorney-block [542,765,1181,825]
legal-notice: FILE NO. 2025-015176 STATEMENT OF ABANDONMENT OF USE OF FICTITIOUS BUSINESS NAME The following person(s) has/have abandoned the use of the fictitious business name: CALIDAD MINIMARKET. 9420 STATE ST. SOUTH GATE, CA 90280. The fictitious business name referred to above was filed on 05/28/2024, in the county of Los Angeles. Signed: RUTH GARCIA PALOMINO, OWNER. Publish: EMountain Views News Dates Pub: FEB 01, 08, 15, 22, 2025 [418,1105,536,1214]
legal-notice: FICTITIOUS BUSINESS NAME STATEMENT File No. 2025-018044 The following person(s) is (are) doing business as: IRON FLAME. 252 W MYRTLE ST. CONCORD, CA 94520. Full name of registrant(s) is (are) IVAN DOREZA 252 W MYRTLE ST. CONCORD, CA 94520. This Business is conducted by: AN INDIVIDUAL. Signed: IVAN DOREZA, OWNER. Publish: EMountain Views News Dates Pub FEB 01, 08, 15, 22, 2025 [145,1937,275,2030]
court-address-line: STANLEY MOSK COURTHOUSE [542,681,702,694]
legal-notice: FICTITIOUS BUSINESS NAME STATEMENT File No. 2025028509 The following person(s) is (are) doing business as: R RAMIRES CONCRETE. 650 HOMEVILLE AV #7 TUJUNGA, CA 91042. CALIFORNIA LOS ANGELES COUNTY. Full name of registrant(s) is (are) RANDOLPH RAMIRES 650 HOMEVILLE AV #7 TUJUNGA, CA 91042. This Business is conducted by: AN INDIVIDUAL. Signed: RANDOLPH RAMIRES, OWNER. This statement was filed with the County Clerk of Los Angeles County on 02/13/2025. The registrant(s) has (have) commenced to transact business under the fictitious business name or names listed above on 02/1990. NOTICE: This Fictitious Name Statement expires five years from the date it was filed in the office of the County Clerk. Publish: EMountain Views News Dates Pub FEB 01, 08, 15, 22, 2025 [145,1184,275,1361]
summons-notice [542,58,1181,1328]
legal-notice: FICTITIOUS BUSINESS NAME STATEMENT File No. 2025027975 The following person(s) is (are) doing business as: ANGEL CANYON. 4602 LAUREL CANYON BLVD #14 VALLEY VILLAGE, CA 91607. CALIFORNIA LOS ANGELES COUNTY. Full name of registrant(s) is (are) ANGEL MUNDRI 4602 LAUREL CANYON BLVD #14 VALLEY VILLAGE, CA 91607. This Business is conducted by: AN INDIVIDUAL. Signed: ANGEL MUNDRI OWNER. This statement was filed with the County Clerk of Los Angeles County on 02/11/2025. The registrant(s) has (have) commenced to transact business under the fictitious business name or names listed above on 02/2025. NOTICE: This Fictitious Name Statement expires five years from the date it was filed in the office of the County Clerk. Publish: EMountain Views News Dates Pub FEB 01, 08, 15, 22, 2025 [145,1360,275,1536]
attorney-line: THE GREEN FIRM, PC [1076,777,1181,790]
case-number-block [542,598,1181,634]
notice-column-1 [6,58,136,2545]
legal-notice: FICTITIOUS BUSINESS NAME STATEMENT File No. 2025016047 The following person(s) is (are) doing business as: FIESTA FURNITURE. 1005 CLUB ST SAN FERNANDO, CA 91340. This Business is conducted by: A CORPORATION. Signed: FIESTA HOME STORE INC, CEO. This statement was filed with the County Clerk of Los Angeles County on 01/27/2025. Publish: EMountain Views News Dates Pub: FEB 01, 08, 15, 22, 2025 [702,1391,852,1476]
masthead [0,0,1363,52]
legal-notice: FICTITIOUS BUSINESS NAME STATEMENT File No. 2025-030082 The following person(s) is (are) doing business as: UNIVERSAL LINKAGE CO. 4870 W 130 ST. HAWTHORNE, CA 90250. Full name of registrant(s) is (are) ANA R. BARRERA. This Business is conducted by: AN INDIVIDUAL. Signed: ANA R BARRERA OWNER. This statement was filed with the County Clerk of Los Angeles County on 02/17/2025. NOTICE: This Fictitious Name Statement expires five years from the date it was filed in the office of the County Clerk. Publish: EMountain Views News Dates Pub: FEB 15, 22, MAR 01, 08, 2025 [285,1229,409,1363]
dateline: Mountain View News Saturday, February 22, 2025 [1089,39,1338,50]
legal-notice: FICTITIOUS BUSINESS NAME STATEMENT File No. 2025-025689 The following person(s) is (are) doing business as: WESTERN AREA CONTRACT COMPLIANCE LABOR MANAGEMENT WORK PRESERVATION TRUST. 1300 FAIR OAKS AVE SOUTH PASADENA, CA 91030. Full name of registrant(s) is (are) CHRISTIAN BETANCOURT. This Business is conducted by: A TRUST. Signed: CHRISTIAN BETANCOURT TRUSTEE. Publish: EMountain Views News Dates Pub: FEB 15, 22, MAR 01, 08, 2025 [285,1488,409,1614]
legal-notice: FICTITIOUS BUSINESS NAME STATEMENT File No. 2025030009 The following person(s) is (are) doing business as: ELITE CONTRACTORS. 2211 LEXINGTON DRIVE SUITE 104 GLENDALE, CA 91206. This Business is conducted by: AN INDIVIDUAL. Signed: GEVORG ADOYAN OWNER. This statement was filed with the County Clerk of Los Angeles County on 02/14/2025. Publish: EMountain Views News Dates Pub: FEB 01, 08, 15, 22, 2025 [1028,1366,1179,1451]
case-number-label: CASE NUMBER: [542,598,623,611]
spanish-instructions-1: Tiene 30 DÍAS DE CALENDARIO después de que le entreguen esta citación y papeles legales para presentar una respuesta por escrito en esta corte y hacer que se entregue una copia al demandante. Una carta o una llamada telefónica no lo protegen. Su respuesta por escrito tiene que estar en formato legal correcto si desea que procesen su caso en la corte. Es posible que haya un formulario que usted pueda usar para su respuesta. Puede encontrar estos formularios de la corte y más información en el Centro de Ayuda de las Cortes de California (www.sucorte.ca.gov), en la biblioteca de leyes de su condado o en la corte que le quede más cerca. Si no puede pagar la cuota de presentación, pida al secretario de la corte que le dé un formulario de exención de pago de cuotas. Si no presenta su respuesta a tiempo, puede perder el caso por incumplimiento y la corte le podrá quitar su sueldo, dinero y bienes sin más advertencia. [542,418,1181,502]
footer-office-phone: Office: 626.355.2737 [538,2558,647,2571]
attorney-label: The name, address, and telephone number of plaintiff's attorney, or plaintiff without an attorney, is: [542,735,956,748]
legal-notice: FICTITIOUS BUSINESS NAME STATEMENT File No. 2025-019291 The following person(s) is (are) doing business as: EZ SYNTHETIC GRASS DISTRIBUTORS. 12495 BENEDICT AVE # 2 DOWNEY, CA 90242. Full name of registrant(s) is (are) JUAN RUVALCABA. This Business is conducted by: AN INDIVIDUAL. Signed: JUAN RUVALCABA OWNER. Publish: EMountain Views News Dates Pub: FEB 01, 08, 15, 22, 2025 [418,584,536,685]
legal-notice: FICTITIOUS BUSINESS NAME STATEMENT File No. 2025-015690 The following person(s) is (are) doing business as: HOLLYWOOD WINE TASTING. 10001 LA TUNA CANYON RD. SUN VALLEY, CA 91352. This Business is conducted by: AN INDIVIDUAL. Signed: EMILIA CORTEZ OWNER. Publish: EMountain Views News Dates Pub: FEB 01, 08, 15, 22, 2025 [702,1482,852,1549]
legal-notice: FILE NO. 2025-012685 STATEMENT OF ABANDONMENT OF USE OF FICTITIOUS BUSINESS NAME The following person(s) has/have abandoned the use of the fictitious business name: HOLLYWOOD-WESTWOOD FINANCIAL GROUP. 630 1/2 LAPALMA AVE LOS ANGELES, CA 91201. Signed: ERAZO VANEGAS GENERAL PARTNER. Publish: EMountain Views News Dates Pub: FEB 01, 08, 15, 22, 2025 [418,1213,536,1315]
column-divider [280,58,281,2545]
notice-column-lower-1 [542,1335,852,2545]
legal-notice: FICTITIOUS BUSINESS NAME STATEMENT File No. 2025-019052 The following person(s) is (are) doing business as: SANTANA PROFESSIONAL SERVICES. 15470 SAN FERNANDO MISSION BLVD MISSION HILLS, CA 91345. This Business is conducted by: A CORPORATION. Signed: SANDRA RIVERA, CEO. Publish: EMountain Views News Dates Pub: FEB 01, 08, 15, 22, 2025 [542,1335,852,1638]
page-footer [0,2553,1363,2576]
